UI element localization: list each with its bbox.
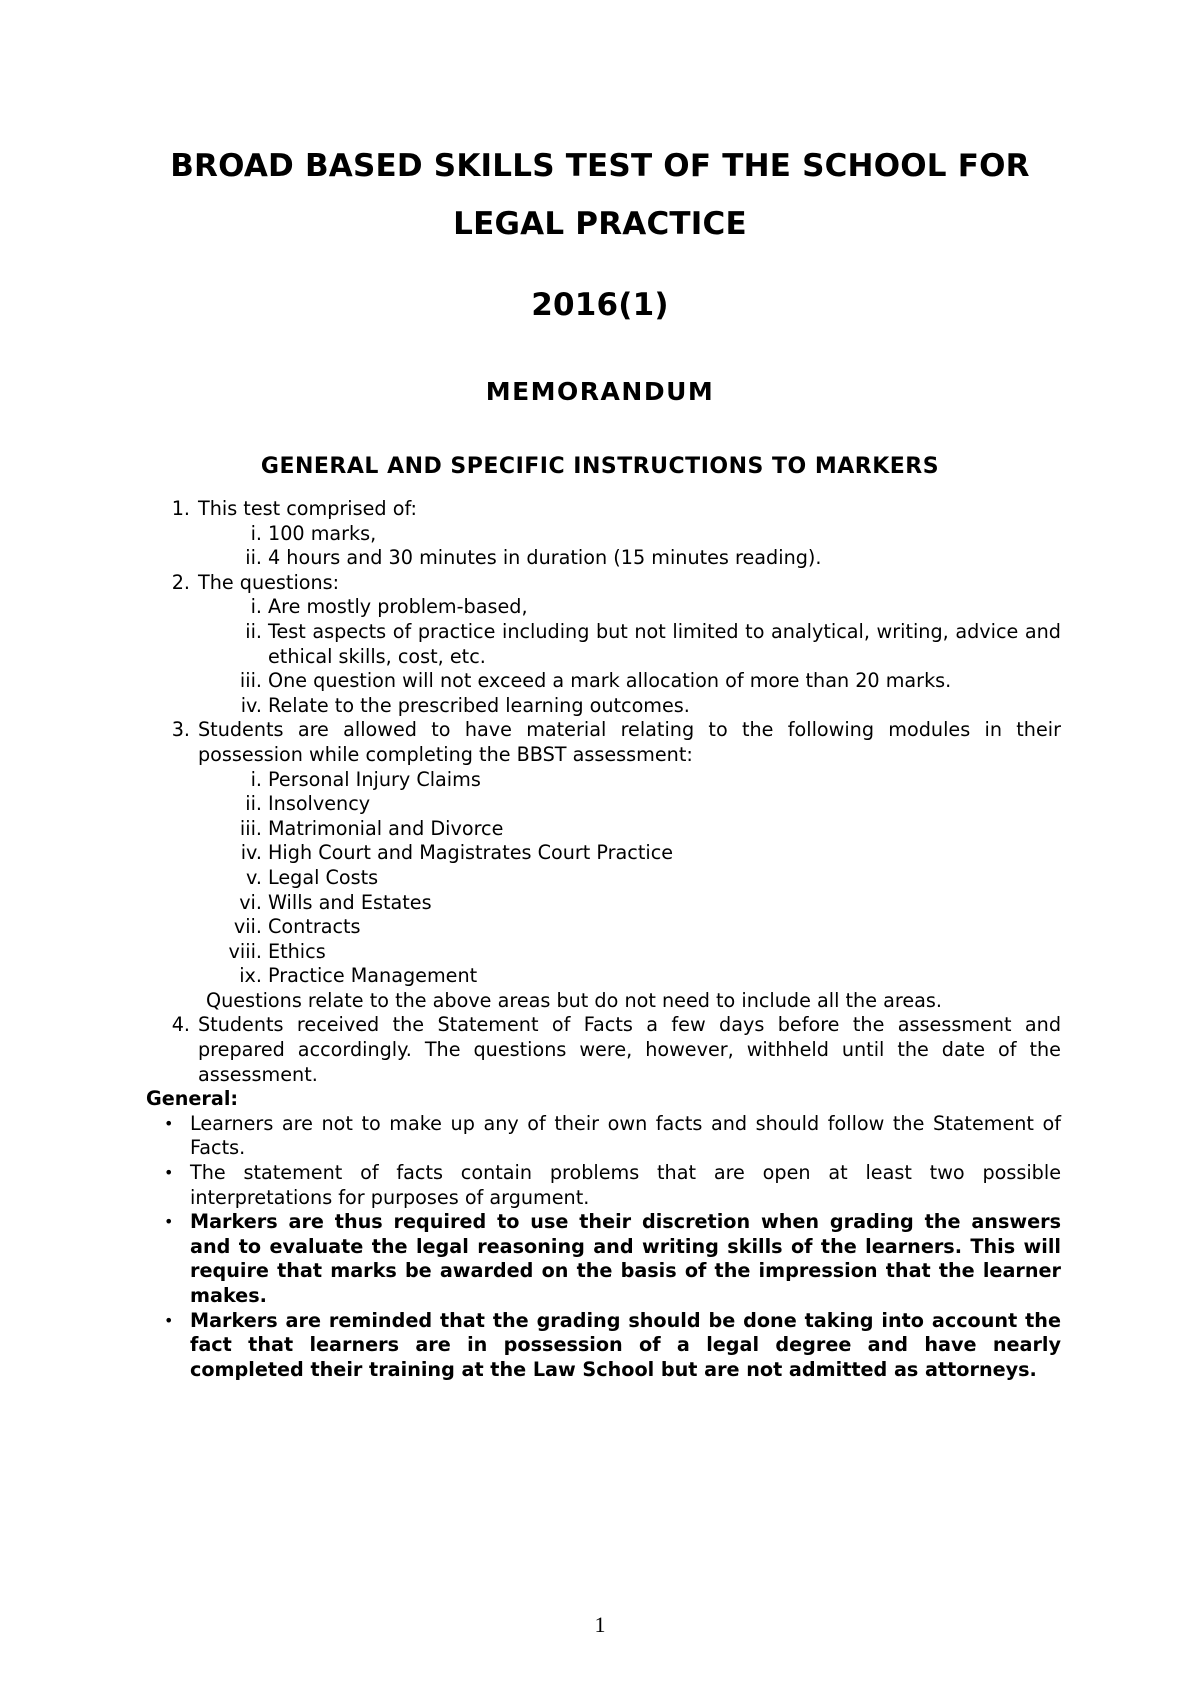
bullet-icon: • [164, 1113, 174, 1133]
sub-number: ix. [239, 964, 262, 988]
sub-number: v. [246, 865, 262, 889]
list-number: 1. [171, 497, 190, 520]
list-text: Students are allowed to have material relating to the following modules in their possession while completing the BBST assessment: [198, 718, 1061, 766]
bullet-text: Markers are reminded that the grading should be done taking into account the fact that learners are in possession of a legal degree and have nearly completed their training at the Law School but are not admitted as attorneys. [190, 1308, 1061, 1381]
sub-text: 100 marks, [268, 521, 377, 545]
sub-number: i. [250, 521, 262, 545]
sub-text: Insolvency [268, 792, 371, 816]
document-body [146, 497, 1061, 1382]
module-item [146, 964, 1061, 989]
sub-text: Contracts [268, 915, 361, 939]
module-item [146, 940, 1061, 965]
sub-number: i. [250, 767, 262, 791]
sub-number: ii. [245, 792, 262, 816]
sub-item [146, 694, 1061, 719]
list-item [146, 571, 1061, 596]
sub-number: ii. [245, 546, 262, 570]
list-number: 2. [171, 570, 190, 594]
title-line-2: LEGAL PRACTICE [453, 206, 747, 242]
module-item [146, 866, 1061, 891]
sub-number: ii. [245, 619, 262, 643]
module-item [146, 817, 1061, 842]
bullet-item [146, 1309, 1061, 1383]
sub-item [146, 595, 1061, 620]
sub-text: One question will not exceed a mark allocation of more than 20 marks. [268, 669, 952, 693]
sub-number: viii. [228, 939, 262, 963]
sub-number: vii. [233, 915, 262, 939]
sub-text: Legal Costs [268, 865, 379, 889]
sub-text: Wills and Estates [268, 890, 432, 914]
sub-number: iv. [240, 841, 262, 865]
sub-text: Relate to the prescribed learning outcomes. [268, 693, 690, 717]
list-item [146, 1013, 1061, 1087]
module-item [146, 891, 1061, 916]
list-text: This test comprised of: [198, 497, 417, 520]
bullet-item [146, 1112, 1061, 1161]
title-line-1: BROAD BASED SKILLS TEST OF THE SCHOOL FOR [170, 148, 1030, 184]
sub-text: 4 hours and 30 minutes in duration (15 minutes reading). [268, 546, 822, 570]
sub-item [146, 669, 1061, 694]
sub-text: High Court and Magistrates Court Practice [268, 841, 674, 865]
sub-number: vi. [239, 890, 262, 914]
bullet-icon: • [164, 1212, 174, 1232]
module-item [146, 915, 1061, 940]
general-heading: General: [146, 1087, 239, 1111]
sub-text: Test aspects of practice including but not limited to analytical, writing, advice and ethical skills, cost, etc. [268, 619, 1061, 668]
list-number: 3. [171, 718, 190, 742]
instructions-heading: GENERAL AND SPECIFIC INSTRUCTIONS TO MARKERS [260, 454, 940, 479]
sub-item [146, 522, 1061, 547]
sub-item [146, 546, 1061, 571]
list-item [146, 718, 1061, 767]
bullet-icon: • [164, 1163, 174, 1183]
sub-text: Personal Injury Claims [268, 767, 481, 791]
list-number: 4. [171, 1013, 190, 1037]
bullet-item [146, 1161, 1061, 1210]
sub-text: Matrimonial and Divorce [268, 816, 504, 840]
sub-text: Ethics [268, 939, 326, 963]
list-text: Students received the Statement of Facts a few days before the assessment and prepared accordingly. The questions were, however, withheld until the date of the assessment. [198, 1013, 1061, 1086]
title-year: 2016(1) [531, 287, 669, 323]
memorandum-heading: MEMORANDUM [485, 377, 715, 406]
bullet-icon: • [164, 1310, 174, 1330]
sub-number: i. [250, 595, 262, 619]
sub-text: Are mostly problem-based, [268, 595, 528, 619]
list-text: The questions: [198, 570, 340, 594]
module-item [146, 841, 1061, 866]
sub-number: iii. [239, 669, 262, 693]
module-item [146, 768, 1061, 793]
modules-note: Questions relate to the above areas but do not need to include all the areas. [206, 988, 942, 1012]
page-number: 1 [594, 1612, 606, 1637]
list-item [146, 497, 1061, 522]
bullet-text: Markers are thus required to use their discretion when grading the answers and to evaluate the legal reasoning and writing skills of the learners. This will require that marks be awarded on the basis of the impression that the learner makes. [190, 1210, 1061, 1307]
bullet-item [146, 1210, 1061, 1308]
bullet-text: The statement of facts contain problems that are open at least two possible interpretations for purposes of argument. [190, 1161, 1061, 1209]
sub-number: iv. [240, 693, 262, 717]
sub-number: iii. [239, 816, 262, 840]
sub-item [146, 620, 1061, 669]
bullet-text: Learners are not to make up any of their own facts and should follow the Statement of Facts. [190, 1111, 1061, 1160]
sub-text: Practice Management [268, 964, 478, 988]
module-item [146, 792, 1061, 817]
